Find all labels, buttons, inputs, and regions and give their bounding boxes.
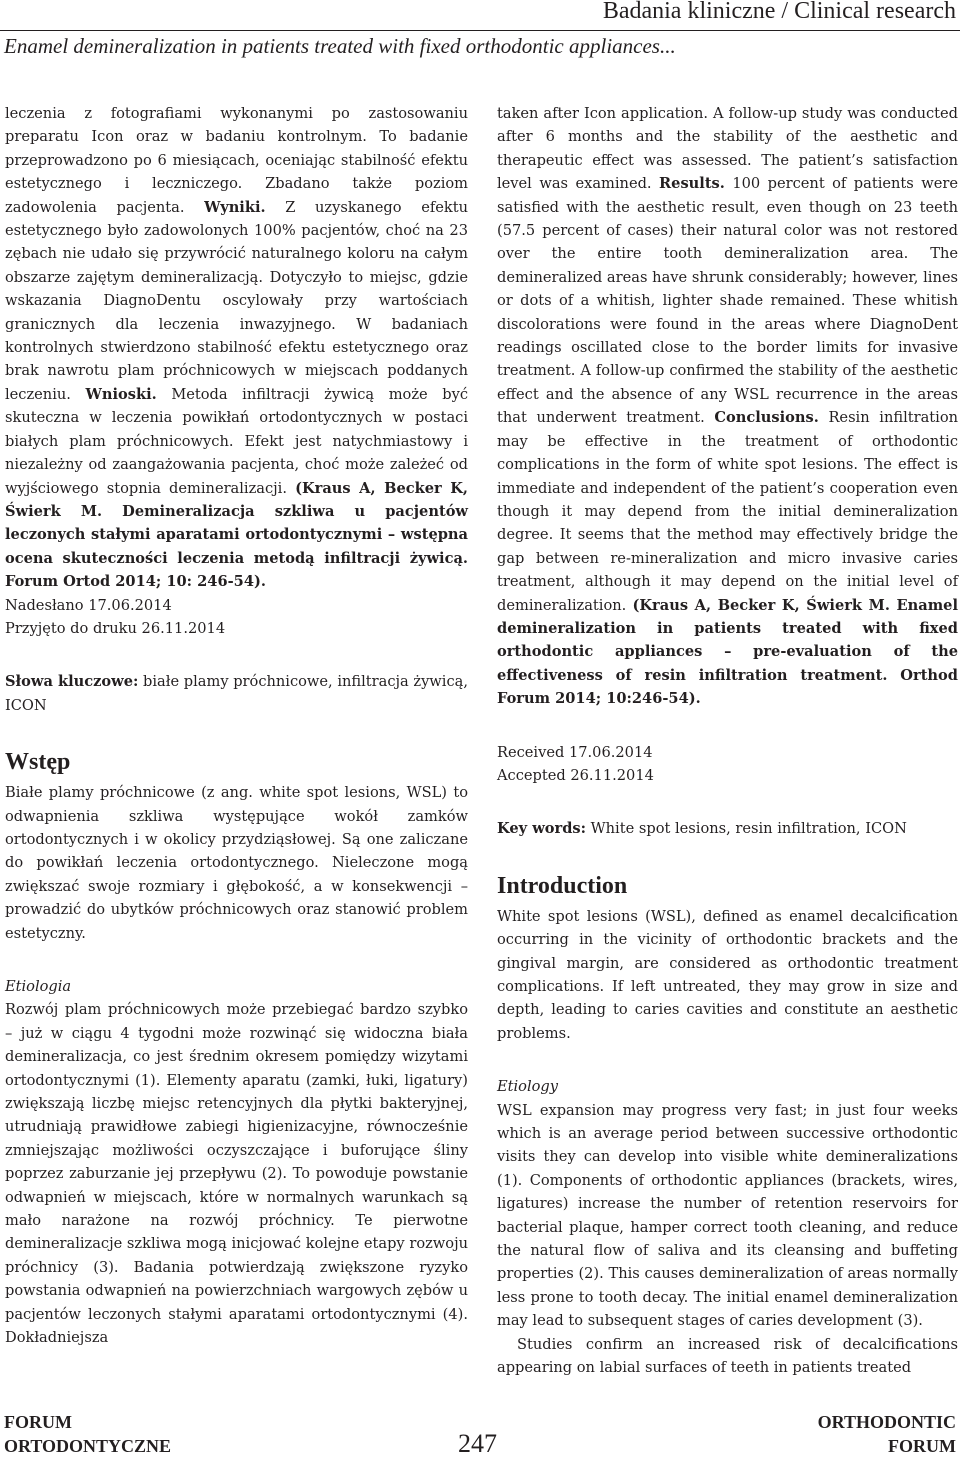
conclusions-label-pl: Wnioski. <box>85 385 157 403</box>
abstract-en-results: 100 percent of patients were satisfied with the aesthetic result, even though on 23 teeth (57.5 percent of cases) their natural color was not restored over the entire tooth demineralization area. The demineralized areas have shrunk considerably; however, lines or dots of a whitish, lighter shade remained. These whitish discolorations were found in the areas where DiagnoDent readings oscillated close to the border limits for invasive treatment. A follow-up confirmed the stability of the aesthetic effect and the absence of any WSL recurrence in the areas that underwent treatment. <box>497 175 958 427</box>
intro-text-en: White spot lesions (WSL), defined as enamel decalcification occurring in the vicinity of orthodontic brackets and the gingival margin, are considered as orthodontic treatment complications. If left untreated, they may grow in size and depth, leading to caries cavities and constitute an aesthetic problems. <box>497 907 958 1042</box>
results-label-pl: Wyniki. <box>204 198 266 216</box>
abstract-pl <box>5 102 468 594</box>
footer-right-line1: ORTHODONTIC <box>817 1412 956 1432</box>
etiology-heading-en: Etiology <box>497 1078 559 1096</box>
header-divider <box>0 30 960 31</box>
footer-left-line2: ORTODONTYCZNE <box>4 1436 172 1456</box>
keywords-text-en: White spot lesions, resin infiltration, ICON <box>586 820 907 838</box>
section-title: Badania kliniczne / Clinical research <box>602 0 956 24</box>
footer-journal-pl <box>4 1410 171 1458</box>
intro-text-pl: Białe plamy próchnicowe (z ang. white spot lesions, WSL) to odwapnienia szkliwa występujące wokół zamków ortodontycznych i w okolicy przydziąsłowej. Są one zaliczane do powikłań leczenia ortodontycznego. Nieleczone mogą zwiększać swoje rozmiary i głębokość, a w konsekwencji – prowadzić do ubytków próchnicowych oraz stanowić problem estetyczny. <box>5 784 468 942</box>
left-column <box>5 102 468 1350</box>
keywords-pl <box>5 670 468 717</box>
intro-heading-pl: Wstęp <box>5 749 71 776</box>
citation-en: (Kraus A, Becker K, Świerk M. Enamel demineralization in patients treated with fixed orthodontic appliances – pre-evaluation of the effectiveness of resin infiltration treatment. Orthod Forum 2014; 10:246-54). <box>497 596 958 708</box>
footer-left-line1: FORUM <box>4 1412 72 1432</box>
abstract-pl-results: Z uzyskanego efektu estetycznego było zadowolonych 100% pacjentów, choć na 23 zębach nie udało się przywrócić naturalnego koloru na całym obszarze zajętym demineralizacją. Dotyczyło to miejsc, gdzie wskazania DiagnoDentu oscylowały przy wartościach granicznych dla leczenia inwazyjnego. W badaniach kontrolnych stwierdzono stabilność efektu estetycznego oraz brak nawrotu plam próchnicowych w miejscach poddanych leczeniu. <box>5 198 468 403</box>
abstract-en-conclusions: Resin infiltration may be effective in the treatment of orthodontic complications in the form of white spot lesions. The effect is immediate and independent of the patient’s cooperation even though it may depend from the initial demineralization degree. It seems that the method may effectively bridge the gap between re-mineralization and micro invasive caries treatment, although it may depend on the initial level of demineralization. <box>497 409 959 614</box>
etiology-text-en: WSL expansion may progress very fast; in just four weeks which is an average period between successive orthodontic visits they can develop into visible white demineralizations (1). Components of orthodontic appliances (brackets, wires, ligatures) increase the number of retention reservoirs for bacterial plaque, hamper correct tooth cleaning, and reduce the natural flow of saliva and its cleansing and buffeting properties (2). This causes demineralization of areas normally less prone to tooth decay. The initial enamel demineralization may lead to subsequent stages of caries development (3). <box>497 1101 958 1330</box>
keywords-text-pl: białe plamy próchnicowe, infiltracja żywicą, ICON <box>5 673 468 714</box>
received-date-pl: Nadesłano 17.06.2014 <box>5 596 172 614</box>
abstract-en-methods: taken after Icon application. A follow-up study was conducted after 6 months and the stability of the aesthetic and therapeutic effect was assessed. The patient’s satisfaction level was examined. <box>497 105 958 193</box>
etiology-text-en-2: Studies confirm an increased risk of decalcifications appearing on labial surfaces of teeth in patients treated <box>497 1335 958 1377</box>
citation-pl: (Kraus A, Becker K, Świerk M. Demineralizacja szkliwa u pacjentów leczonych stałymi aparatami ortodontycznymi – wstępna ocena skuteczności leczenia metodą infiltracji żywicą. Forum Ortod 2014; 10: 246-54). <box>5 479 468 591</box>
keywords-en <box>497 817 958 840</box>
accepted-date-en: Accepted 26.11.2014 <box>497 766 654 784</box>
keywords-label-en: Key words: <box>497 820 587 838</box>
footer-journal-en <box>818 1410 956 1458</box>
results-label-en: Results. <box>659 175 725 193</box>
running-title: Enamel demineralization in patients treated with fixed orthodontic appliances... <box>4 34 676 58</box>
abstract-pl-conclusions: Metoda infiltracji żywicą może być skuteczna w leczenia powikłań ortodontycznych w postaci białych plam próchnicowych. Efekt jest natychmiastowy i niezależny od zaangażowania pacjenta, choć może zależeć od wyjściowego stopnia demineralizacji. <box>5 385 468 497</box>
etiology-text-pl: Rozwój plam próchnicowych może przebiegać bardzo szybko – już w ciągu 4 tygodni może rozwinąć się widoczna biała demineralizacja, co jest średnim okresem pomiędzy wizytami ortodontycznymi (1). Elementy aparatu (zamki, łuki, ligatury) zwiększają liczbę miejsc retencyjnych dla płytki bakteryjnej, utrudniają prawidłowe zabiegi higienizacyjne, równocześnie zmniejszając możliwości oczyszczające i buforujące śliny poprzez zaburzanie jej przepływu (2). To powoduje powstanie odwapnień w miejscach, które w normalnych warunkach są mało narażone na rozwój próchnicy. Te pierwotne demineralizacje szkliwa mogą inicjować kolejne etapy rozwoju próchnicy (3). Badania potwierdzają zwiększone ryzyko powstania odwapnień na powierzchniach wargowych zębów u pacjentów leczonych stałymi aparatami ortodontycznymi (4). Dokładniejsza <box>5 1001 468 1347</box>
footer-right-line2: FORUM <box>888 1436 956 1456</box>
page-number: 247 <box>458 1429 497 1458</box>
intro-heading-en: Introduction <box>497 872 628 899</box>
received-date-en: Received 17.06.2014 <box>497 743 653 761</box>
abstract-pl-methods: leczenia z fotografiami wykonanymi po zastosowaniu preparatu Icon oraz w badaniu kontrolnym. To badanie przeprowadzono po 6 miesiącach, oceniając stabilność efektu estetycznego i leczniczego. Zbadano także poziom zadowolenia pacjenta. <box>5 105 468 216</box>
accepted-date-pl: Przyjęto do druku 26.11.2014 <box>5 619 226 637</box>
abstract-en <box>497 102 958 711</box>
keywords-label-pl: Słowa kluczowe: <box>5 673 139 691</box>
conclusions-label-en: Conclusions. <box>714 409 819 427</box>
right-column <box>497 102 958 1380</box>
etiology-heading-pl: Etiologia <box>5 978 72 995</box>
